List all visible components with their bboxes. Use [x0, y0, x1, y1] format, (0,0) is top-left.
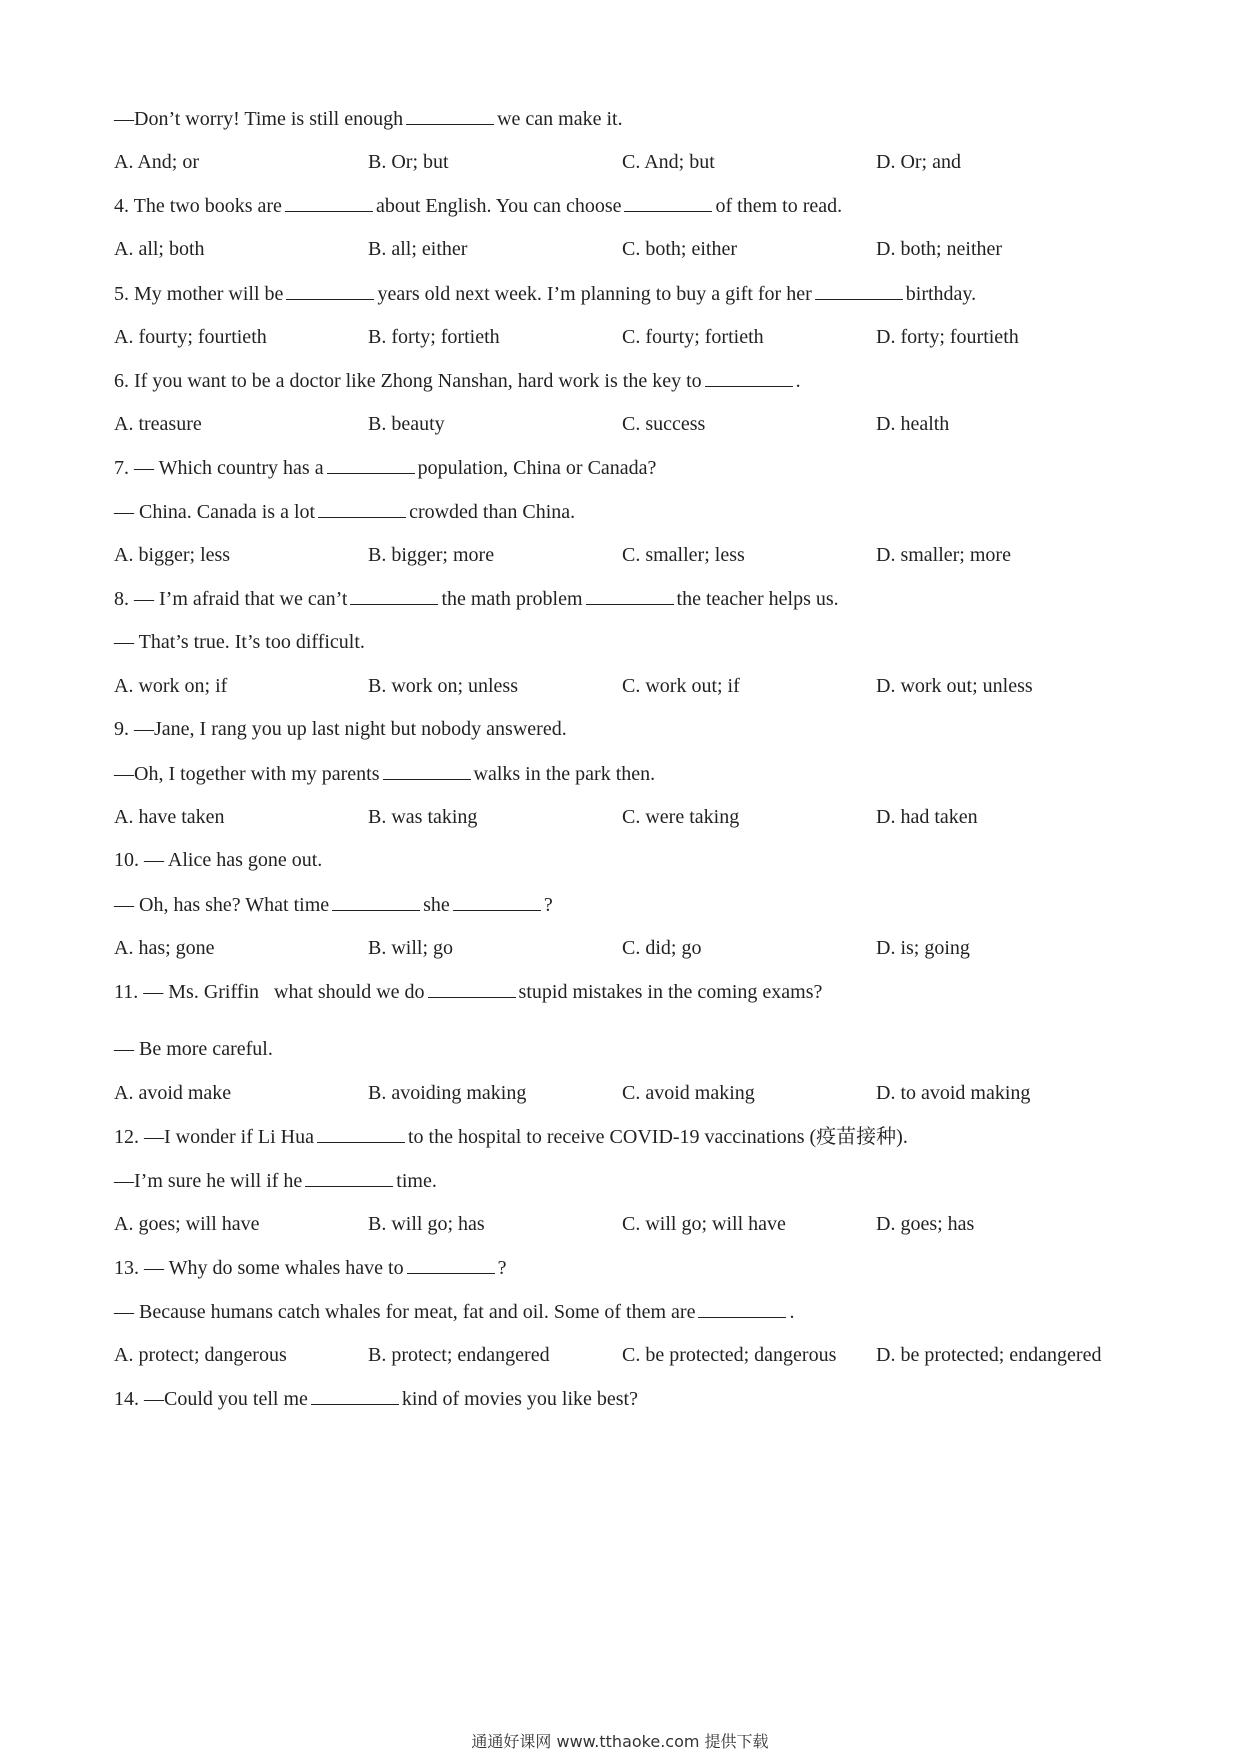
option-a: A. fourty; fourtieth [114, 326, 267, 348]
option-c: C. success [622, 413, 706, 435]
q9-stem: 9. —Jane, I rang you up last night but nobody answered. [114, 718, 567, 740]
option-c: C. smaller; less [622, 544, 745, 566]
q11-dialogue-line: — Be more careful. [114, 1038, 273, 1060]
answer-blank [407, 1255, 495, 1274]
answer-blank [453, 892, 541, 911]
option-a: A. And; or [114, 151, 199, 173]
q4-stem: 4. The two books are about English. You can choose of them to read. [114, 195, 843, 217]
option-b: B. protect; endangered [368, 1344, 550, 1366]
q8-stem: 8. — I’m afraid that we can’t the math problem the teacher helps us. [114, 588, 839, 610]
option-b: B. forty; fortieth [368, 326, 500, 348]
option-a: A. all; both [114, 238, 205, 260]
option-d: D. Or; and [876, 151, 961, 173]
option-a: A. protect; dangerous [114, 1344, 287, 1366]
option-d: D. smaller; more [876, 544, 1011, 566]
q9-dialogue-line: —Oh, I together with my parents walks in the park then. [114, 763, 656, 785]
q10-stem: 10. — Alice has gone out. [114, 849, 323, 871]
option-a: A. avoid make [114, 1082, 232, 1104]
answer-blank [318, 499, 406, 518]
q10-dialogue-line: — Oh, has she? What time she ? [114, 894, 553, 916]
answer-blank [586, 586, 674, 605]
option-d: D. health [876, 413, 950, 435]
q12-dialogue-line: —I’m sure he will if he time. [114, 1170, 437, 1192]
q8-dialogue-line: — That’s true. It’s too difficult. [114, 631, 365, 653]
answer-blank [350, 586, 438, 605]
option-c: C. avoid making [622, 1082, 755, 1104]
option-d: D. work out; unless [876, 675, 1033, 697]
answer-blank [332, 892, 420, 911]
answer-blank [285, 193, 373, 212]
option-a: A. have taken [114, 806, 225, 828]
option-c: C. were taking [622, 806, 740, 828]
answer-blank [286, 281, 374, 300]
option-b: B. was taking [368, 806, 478, 828]
option-a: A. goes; will have [114, 1213, 260, 1235]
q5-stem: 5. My mother will be years old next week. I’m planning to buy a gift for her birthday. [114, 283, 977, 305]
option-b: B. work on; unless [368, 675, 518, 697]
option-d: D. is; going [876, 937, 970, 959]
answer-blank [815, 281, 903, 300]
q11-stem: 11. — Ms. Griffin what should we do stupid mistakes in the coming exams? [114, 981, 823, 1003]
q6-stem: 6. If you want to be a doctor like Zhong Nanshan, hard work is the key to . [114, 370, 801, 392]
option-b: B. avoiding making [368, 1082, 527, 1104]
option-a: A. treasure [114, 413, 202, 435]
q13-dialogue-line: — Because humans catch whales for meat, fat and oil. Some of them are . [114, 1301, 795, 1323]
answer-blank [383, 761, 471, 780]
option-a: A. has; gone [114, 937, 215, 959]
option-b: B. bigger; more [368, 544, 495, 566]
option-a: A. bigger; less [114, 544, 231, 566]
answer-blank [428, 979, 516, 998]
option-c: C. did; go [622, 937, 702, 959]
answer-blank [317, 1124, 405, 1143]
answer-blank [698, 1299, 786, 1318]
page-footer: 通通好课网 www.tthaoke.com 提供下载 [471, 1732, 769, 1751]
option-c: C. work out; if [622, 675, 740, 697]
q3-dialogue-line: —Don’t worry! Time is still enough we can make it. [114, 108, 623, 130]
option-d: D. be protected; endangered [876, 1344, 1102, 1366]
answer-blank [311, 1386, 399, 1405]
option-d: D. to avoid making [876, 1082, 1031, 1104]
q12-stem: 12. —I wonder if Li Hua to the hospital to receive COVID-19 vaccinations (疫苗接种). [114, 1126, 908, 1148]
answer-blank [406, 106, 494, 125]
option-d: D. had taken [876, 806, 978, 828]
option-d: D. both; neither [876, 238, 1003, 260]
option-c: C. fourty; fortieth [622, 326, 764, 348]
option-c: C. will go; will have [622, 1213, 786, 1235]
option-a: A. work on; if [114, 675, 228, 697]
answer-blank [705, 368, 793, 387]
answer-blank [624, 193, 712, 212]
option-c: C. And; but [622, 151, 715, 173]
q7-stem: 7. — Which country has a population, China or Canada? [114, 457, 657, 479]
option-b: B. will go; has [368, 1213, 485, 1235]
option-b: B. Or; but [368, 151, 449, 173]
option-d: D. forty; fourtieth [876, 326, 1019, 348]
option-b: B. will; go [368, 937, 454, 959]
option-d: D. goes; has [876, 1213, 975, 1235]
option-c: C. both; either [622, 238, 737, 260]
q7-dialogue-line: — China. Canada is a lot crowded than China. [114, 501, 576, 523]
option-c: C. be protected; dangerous [622, 1344, 837, 1366]
q14-stem: 14. —Could you tell me kind of movies you like best? [114, 1388, 638, 1410]
answer-blank [327, 455, 415, 474]
answer-blank [305, 1168, 393, 1187]
option-b: B. all; either [368, 238, 468, 260]
q13-stem: 13. — Why do some whales have to ? [114, 1257, 507, 1279]
option-b: B. beauty [368, 413, 445, 435]
